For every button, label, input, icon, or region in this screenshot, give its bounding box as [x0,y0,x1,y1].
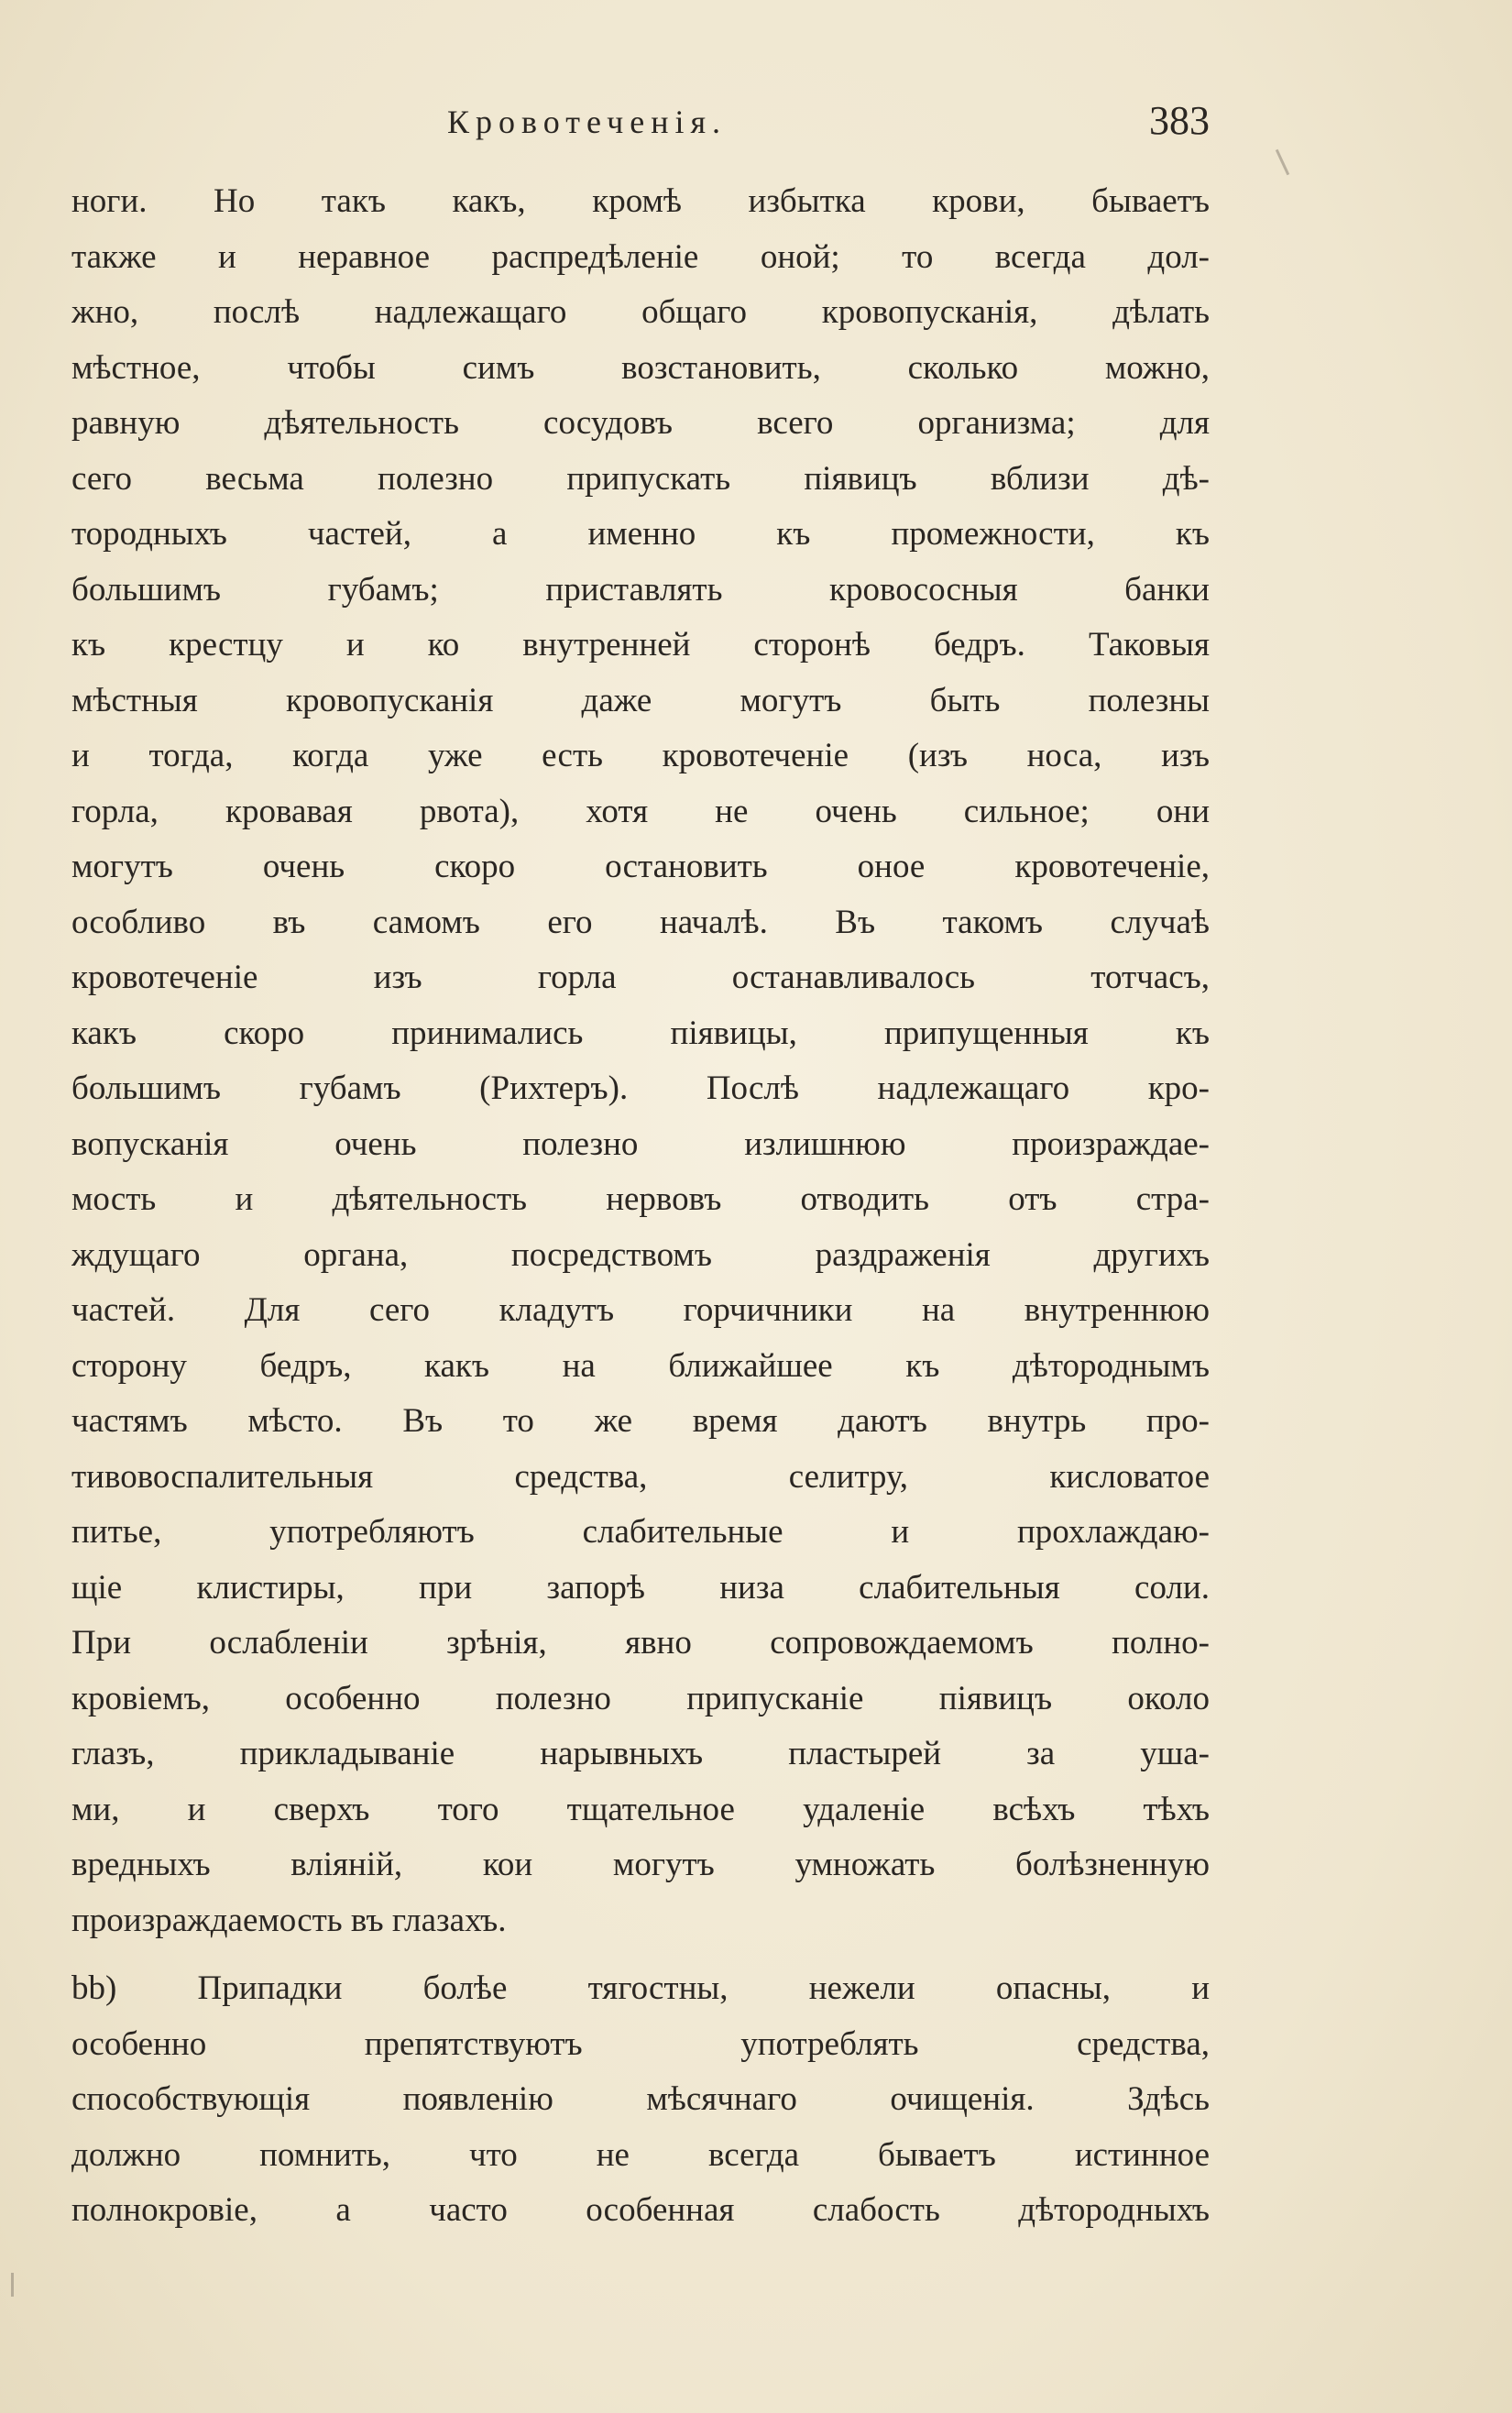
text-line: При ослабленіи зрѣнія, явно сопровождаемомъ полно- [71,1624,1210,1662]
text-line: вопусканія очень полезно излишнюю произраждае- [71,1124,1210,1163]
text-line: мѣстное, чтобы симъ возстановить, сколько можно, [71,348,1210,387]
running-title: Кровотеченія. [447,104,728,140]
text-line: мѣстныя кровопусканія даже могутъ быть полезны [71,681,1210,719]
text-line: должно помнить, что не всегда бываетъ истинное [71,2135,1210,2174]
text-line: кровотеченіе изъ горла останавливалось тотчасъ, [71,959,1210,996]
text-line: bb) Припадки болѣе тягостны, нежели опасны, и [71,1969,1210,2007]
text-line: ноги. Но такъ какъ, кромѣ избытка крови, бываетъ [71,182,1210,220]
text-line: частямъ мѣсто. Въ то же время даютъ внутрь про- [71,1402,1210,1440]
text-line: произраждаемость въ глазахъ. [71,1901,507,1939]
body-text [71,174,1210,2239]
text-line: мость и дѣятельность нервовъ отводить отъ стра- [71,1180,1210,1218]
text-line: тивовоспалительныя средства, селитру, кисловатое [71,1457,1210,1496]
text-line: глазъ, прикладываніе нарывныхъ пластырей за уша- [71,1735,1210,1772]
text-line: большимъ губамъ; приставлять кровососныя банки [71,570,1210,609]
text-line: сего весьма полезно припускать піявицъ вблизи дѣ- [71,459,1210,498]
text-line: большимъ губамъ (Рихтеръ). Послѣ надлежащаго кро- [71,1069,1210,1107]
page-header [71,98,1210,167]
text-line: особливо въ самомъ его началѣ. Въ такомъ случаѣ [71,903,1210,941]
text-line: тородныхъ частей, а именно къ промежности, къ [71,515,1210,553]
text-line: ми, и сверхъ того тщательное удаленіе всѣхъ тѣхъ [71,1790,1210,1828]
text-line: частей. Для сего кладутъ горчичники на внутреннюю [71,1291,1210,1329]
text-line: горла, кровавая рвота), хотя не очень сильное; они [71,792,1210,830]
text-line: равную дѣятельность сосудовъ всего организма; для [71,404,1210,442]
text-line: могутъ очень скоро остановить оное кровотеченіе, [71,848,1210,885]
text-line: кровіемъ, особенно полезно припусканіе піявицъ около [71,1679,1210,1717]
text-line: ждущаго органа, посредствомъ раздраженія другихъ [71,1235,1210,1274]
text-line: сторону бедръ, какъ на ближайшее къ дѣтороднымъ [71,1346,1210,1385]
text-line: особенно препятствуютъ употреблять средства, [71,2024,1210,2063]
page-number: 383 [1149,98,1210,143]
text-line: щіе клистиры, при запорѣ низа слабительныя соли. [71,1568,1210,1607]
text-line: способствующія появленію мѣсячнаго очищенія. Здѣсь [71,2080,1210,2118]
text-line: питье, употребляютъ слабительные и прохлаждаю- [71,1513,1210,1551]
text-line: вредныхъ вліяній, кои могутъ умножать болѣзненную [71,1846,1210,1883]
paragraph-gap [71,1948,1210,1961]
text-line: какъ скоро принимались піявицы, припущенныя къ [71,1014,1210,1052]
text-line: и тогда, когда уже есть кровотеченіе (изъ носа, изъ [71,737,1210,774]
text-line: къ крестцу и ко внутренней сторонѣ бедръ. Таковыя [71,626,1210,664]
scan-mark [1276,149,1289,175]
text-line: полнокровіе, а часто особенная слабость дѣтородныхъ [71,2191,1210,2229]
text-line: жно, послѣ надлежащаго общаго кровопусканія, дѣлать [71,293,1210,331]
scan-mark [11,2273,14,2297]
text-line: также и неравное распредѣленіе оной; то всегда дол- [71,237,1210,276]
